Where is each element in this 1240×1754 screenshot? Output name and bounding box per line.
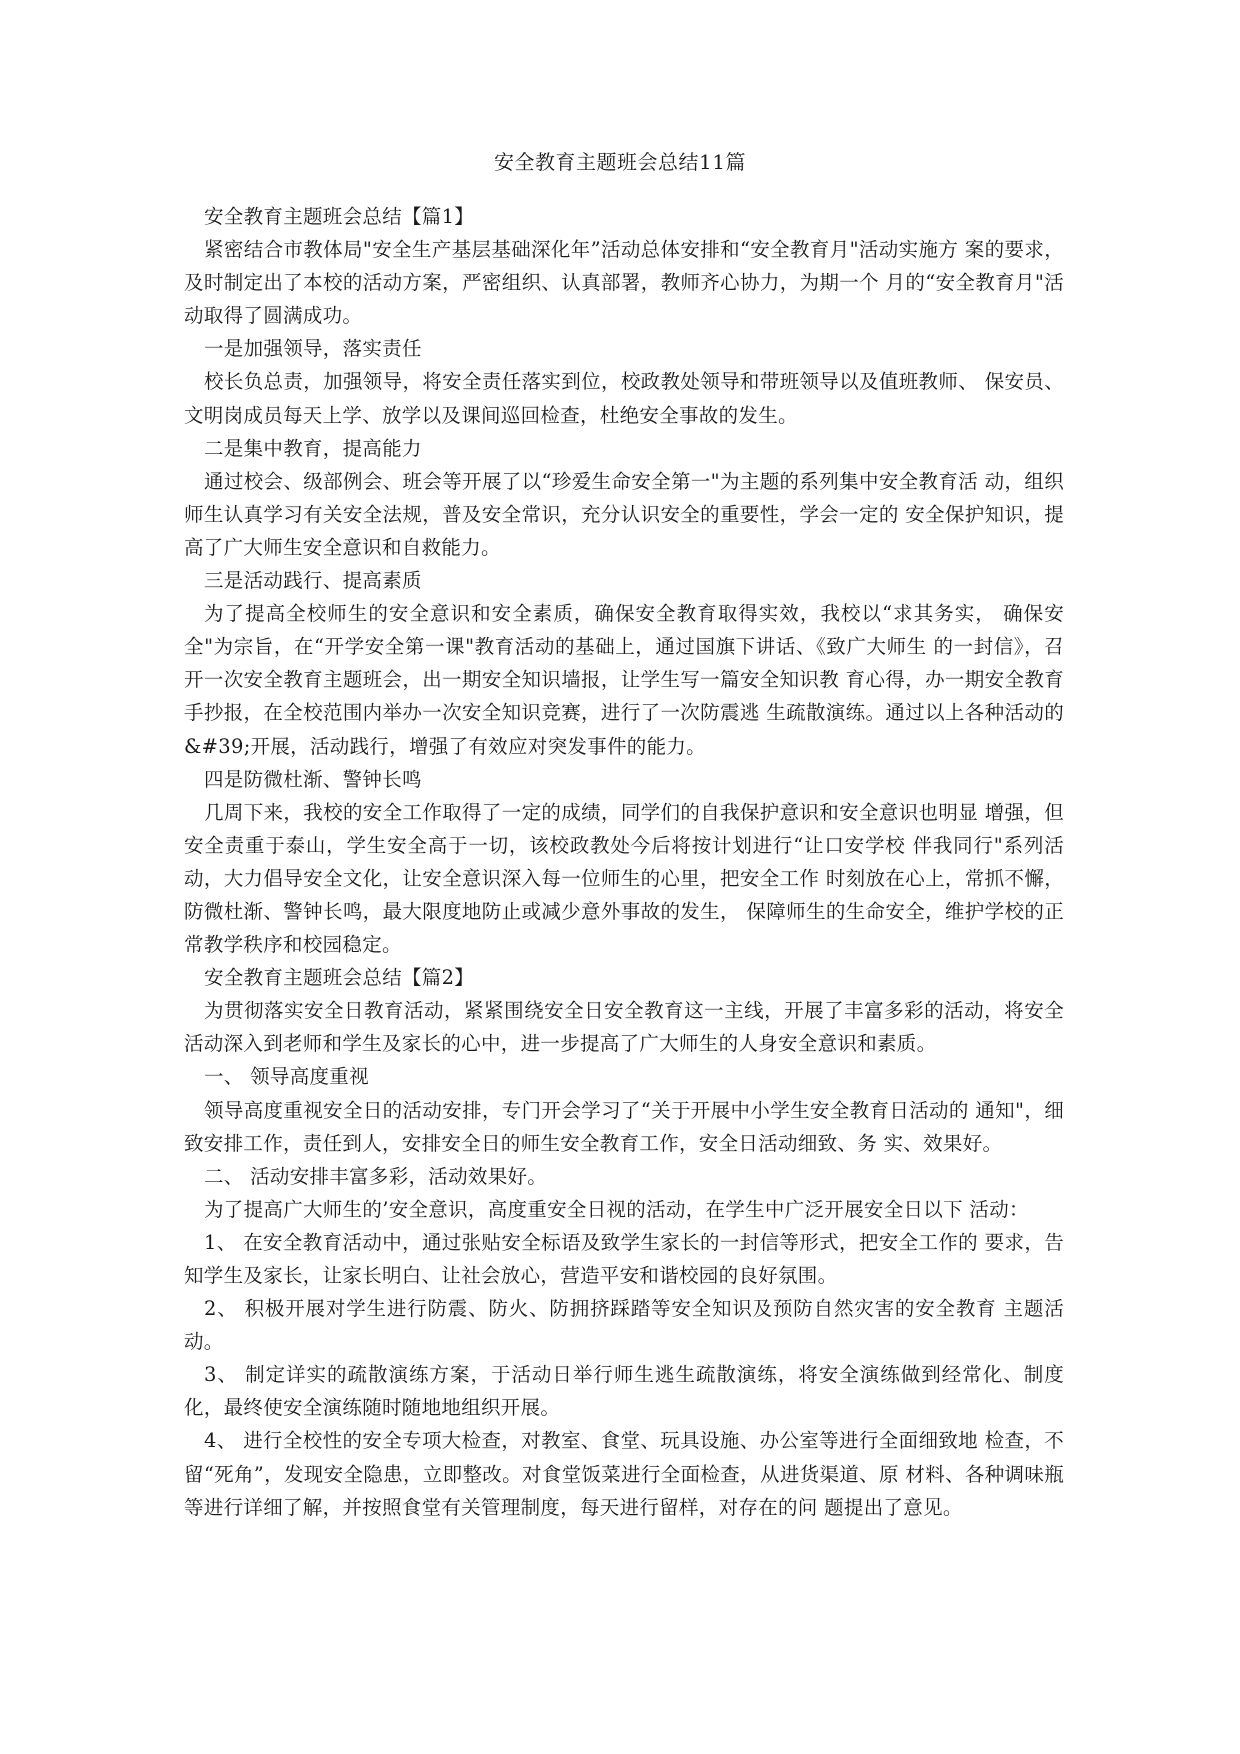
section-heading: 一、 领导高度重视 xyxy=(204,1065,369,1089)
list-item: 1、 在安全教育活动中，通过张贴安全标语及致学生家长的一封信等形式，把安全工作的 要求，告知学生及家长，让家长明白、让社会放心，营造平安和谐校园的良好氛围。 xyxy=(184,1230,1064,1287)
section-heading: 二是集中教育，提高能力 xyxy=(204,436,422,460)
section-heading: 安全教育主题班会总结【篇2】 xyxy=(204,966,475,990)
paragraph: 为了提高全校师生的安全意识和安全素质，确保安全教育取得实效，我校以“求其务实， 确保安全"为宗旨，在“开学安全第一课"教育活动的基础上，通过国旗下讲话、《致广大师生 的一封信》，召开一次安全教育主题班会，出一期安全知识墙报，让学生写一篇安全知识教 育心得，办一期安全教育手抄报，在全校范围内举办一次安全知识竞赛，进行了一次防震逃 生疏散演练。通过以上各种活动的&#39;开展，活动践行，增强了有效应对突发事件的能力。 xyxy=(184,602,1064,758)
section-heading: 安全教育主题班会总结【篇1】 xyxy=(204,205,475,228)
list-item: 2、 积极开展对学生进行防震、防火、防拥挤踩踏等安全知识及预防自然灾害的安全教育 主题活动。 xyxy=(184,1297,1064,1354)
document-title: 安全教育主题班会总结11篇 xyxy=(494,150,746,174)
section-heading: 三是活动践行、提高素质 xyxy=(204,569,422,593)
list-item: 4、 进行全校性的安全专项大检查，对教室、食堂、玩具设施、办公室等进行全面细致地 检查，不留“死角”，发现安全隐患，立即整改。对食堂饭菜进行全面检查，从进货渠道、原 材料、各种调味瓶等进行详细了解，并按照食堂有关管理制度，每天进行留样，对存在的问 题提出了意见。 xyxy=(184,1429,1064,1519)
document-body xyxy=(184,200,1064,1524)
paragraph: 几周下来，我校的安全工作取得了一定的成绩，同学们的自我保护意识和安全意识也明显 增强，但安全责重于泰山，学生安全高于一切，该校政教处今后将按计划进行“让口安学校 伴我同行"系列活动，大力倡导安全文化，让安全意识深入每一位师生的心里，把安全工作 时刻放在心上，常抓不懈，防微杜渐、警钟长鸣，最大限度地防止或减少意外事故的发生， 保障师生的生命安全，维护学校的正常教学秩序和校园稳定。 xyxy=(184,800,1064,957)
paragraph: 紧密结合市教体局"安全生产基层基础深化年”活动总体安排和“安全教育月"活动实施方 案的要求，及时制定出了本校的活动方案，严密组织、认真部署，教师齐心协力，为期一个 月的“安全教育月"活动取得了圆满成功。 xyxy=(184,238,1065,328)
paragraph: 领导高度重视安全日的活动安排，专门开会学习了“关于开展中小学生安全教育日活动的 通知"，细致安排工作，责任到人，安排安全日的师生安全教育工作，安全日活动细致、务 实、效果好。 xyxy=(184,1098,1064,1155)
section-heading: 一是加强领导，落实责任 xyxy=(204,337,422,361)
paragraph: 校长负总责，加强领导，将安全责任落实到位，校政教处领导和带班领导以及值班教师、 保安员、文明岗成员每天上学、放学以及课间巡回检查，杜绝安全事故的发生。 xyxy=(184,370,1064,427)
paragraph: 为贯彻落实安全日教育活动，紧紧围绕安全日安全教育这一主线，开展了丰富多彩的活动，将安全活动深入到老师和学生及家长的心中，进一步提高了广大师生的人身安全意识和素质。 xyxy=(184,999,1064,1056)
section-heading: 二、 活动安排丰富多彩，活动效果好。 xyxy=(204,1164,548,1188)
section-heading: 四是防微杜渐、警钟长鸣 xyxy=(204,767,422,791)
paragraph: 通过校会、级部例会、班会等开展了以“珍爱生命安全第一"为主题的系列集中安全教育活 动，组织师生认真学习有关安全法规，普及安全常识，充分认识安全的重要性，学会一定的 安全保护知识，提高了广大师生安全意识和自救能力。 xyxy=(184,469,1064,559)
list-item: 3、 制定详实的疏散演练方案，于活动日举行师生逃生疏散演练，将安全演练做到经常化、制度化，最终使安全演练随时随地地组织开展。 xyxy=(184,1363,1064,1420)
paragraph: 为了提高广大师生的’安全意识，高度重安全日视的活动，在学生中广泛开展安全日以下 活动： xyxy=(204,1197,1029,1221)
